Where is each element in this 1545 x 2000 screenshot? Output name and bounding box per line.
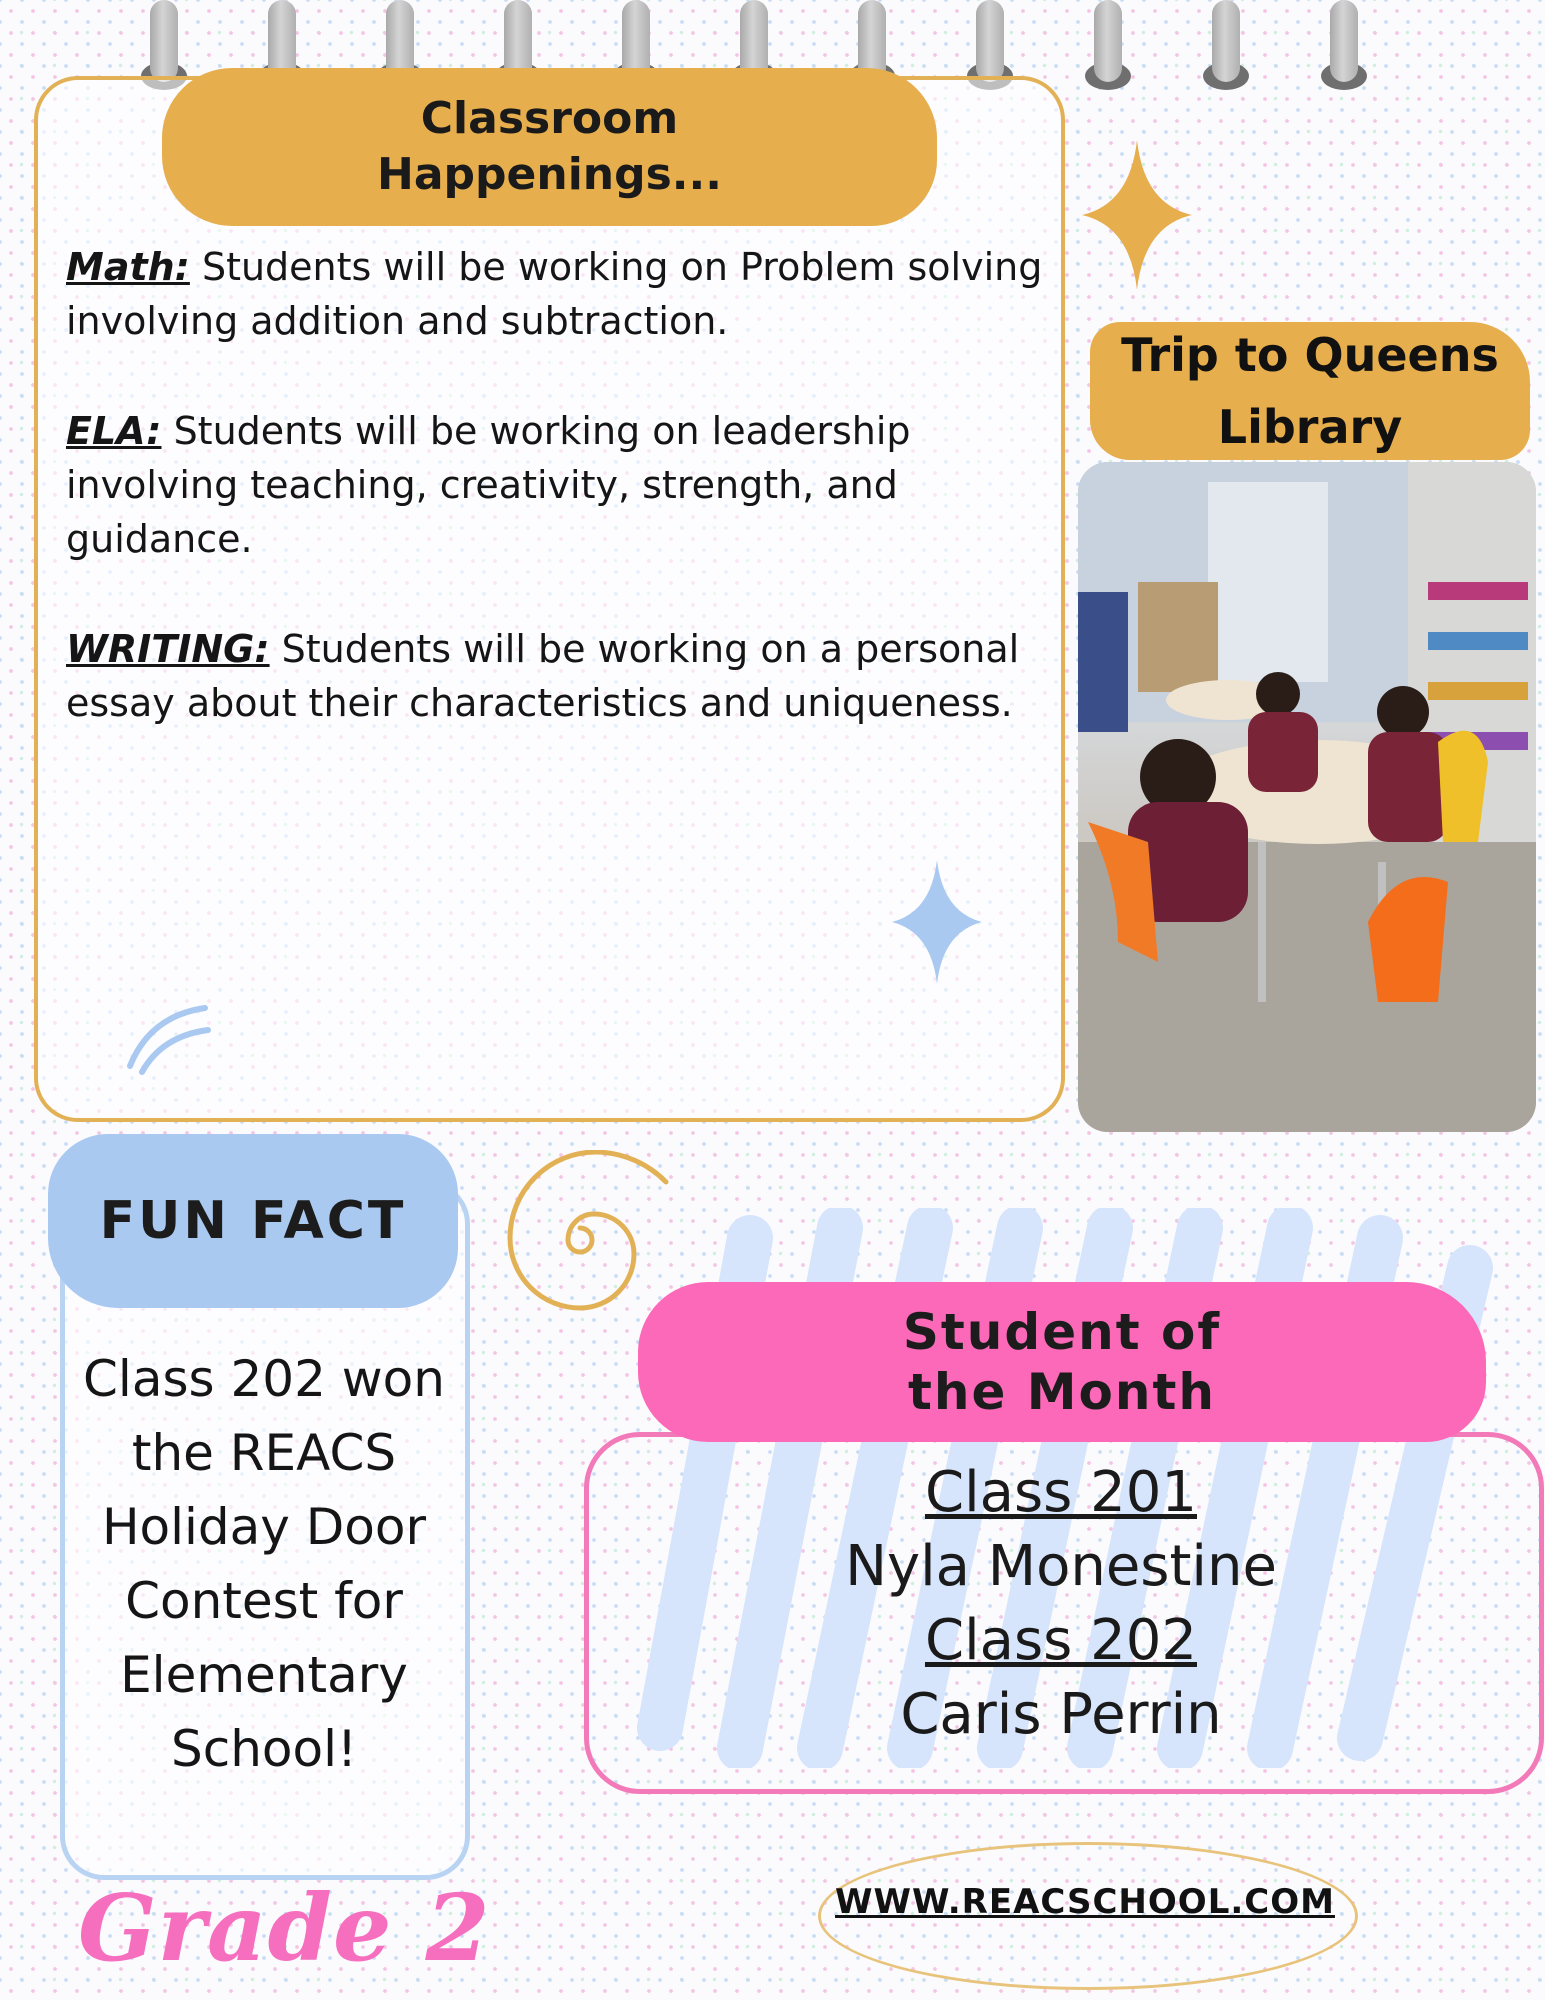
math-paragraph [66,240,1046,348]
classroom-heading-badge [162,68,937,226]
writing-paragraph [66,622,1046,730]
class-201-student: Nyla Monestine [845,1534,1277,1599]
math-text: Students will be working on Problem solving involving addition and subtraction. [66,245,1043,343]
grade-label: Grade 2 [78,1874,491,1982]
fun-fact-heading-badge [48,1134,458,1308]
class-202-label: Class 202 [924,1608,1197,1673]
class-201-label: Class 201 [924,1460,1197,1525]
blue-sparkle-icon [892,860,982,984]
student-of-month-heading: Student of the Month [902,1303,1222,1421]
student-of-month-heading-badge [638,1282,1486,1442]
writing-label: WRITING: [66,627,270,671]
spiral-ring [976,0,1004,82]
spiral-ring [1330,0,1358,82]
fun-fact-text: Class 202 won the REACS Holiday Door Contest for Elementary School! [83,1350,445,1778]
ela-paragraph [66,404,1046,566]
blue-swoosh-icon [120,996,220,1076]
classroom-heading: Classroom Happenings... [377,93,722,200]
library-photo [1078,462,1536,1132]
math-label: Math: [66,245,190,289]
gold-sparkle-icon [1082,140,1192,290]
writing-text: Students will be working on a personal essay about their characteristics and uniqueness. [66,627,1020,725]
spiral-ring [150,0,178,82]
class-202-student: Caris Perrin [900,1682,1222,1747]
website-link[interactable]: WWW.REACSCHOOL.COM [835,1882,1335,1922]
trip-heading: Trip to Queens Library [1121,328,1499,454]
ela-text: Students will be working on leadership involving teaching, creativity, strength, and guidance. [66,409,911,561]
spiral-ring [1094,0,1122,82]
ela-label: ELA: [66,409,162,453]
trip-heading-badge [1090,322,1530,460]
spiral-ring [1212,0,1240,82]
fun-fact-heading: FUN FACT [99,1191,407,1251]
